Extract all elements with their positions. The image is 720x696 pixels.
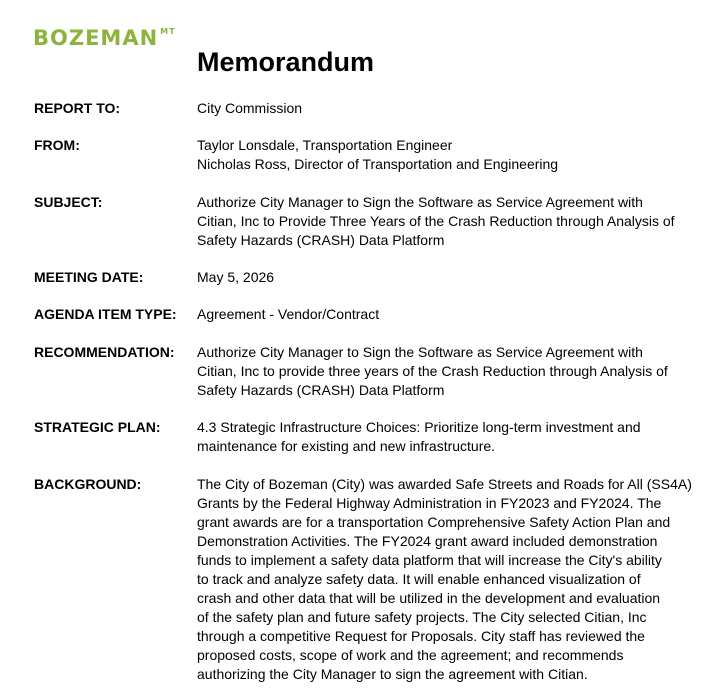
- field-value: [197, 268, 702, 287]
- field-label: REPORT TO:: [34, 100, 121, 116]
- value-line: Authorize City Manager to Sign the Software as Service Agreement with: [197, 194, 643, 210]
- field-label: SUBJECT:: [34, 194, 103, 210]
- value-line: Safety Hazards (CRASH) Data Platform: [197, 382, 445, 398]
- value-line: funds to implement a safety data platform that will increase the City's ability: [197, 552, 662, 568]
- value-line: to track and analyze safety data. It will enable enhanced visualization of: [197, 571, 641, 587]
- value-line: Taylor Lonsdale, Transportation Engineer: [197, 137, 453, 153]
- logo-wordmark: BOZEMAN: [33, 26, 159, 50]
- value-line: Grants by the Federal Highway Administration in FY2023 and FY2024. The: [197, 495, 662, 511]
- value-line: authorizing the City Manager to sign the agreement with Citian.: [197, 666, 588, 682]
- field-value: [197, 418, 702, 456]
- value-line: 4.3 Strategic Infrastructure Choices: Prioritize long-term investment and: [197, 419, 641, 435]
- bozeman-logo: [33, 26, 176, 50]
- value-line: Safety Hazards (CRASH) Data Platform: [197, 232, 445, 248]
- value-line: maintenance for existing and new infrastructure.: [197, 438, 496, 454]
- field-value: [197, 475, 702, 684]
- logo-state-superscript: MT: [160, 27, 176, 36]
- value-line: City Commission: [197, 100, 303, 116]
- page-title: Memorandum: [197, 47, 375, 77]
- field-value: [197, 343, 702, 400]
- field-value: [197, 305, 702, 324]
- value-line: of the safety plan and future safety projects. The City selected Citian, Inc: [197, 609, 647, 625]
- value-line: The City of Bozeman (City) was awarded Safe Streets and Roads for All (SS4A): [197, 476, 692, 492]
- field-label: BACKGROUND:: [34, 476, 142, 492]
- value-line: crash and other data that will be utilized in the development and evaluation: [197, 590, 661, 606]
- value-line: Citian, Inc to provide three years of the Crash Reduction through Analysis of: [197, 363, 668, 379]
- value-line: through a competitive Request for Proposals. City staff has reviewed the: [197, 628, 645, 644]
- value-line: Demonstration Activities. The FY2024 grant award included demonstration: [197, 533, 658, 549]
- field-label: RECOMMENDATION:: [34, 344, 175, 360]
- value-line: Authorize City Manager to Sign the Software as Service Agreement with: [197, 344, 643, 360]
- field-value: [197, 193, 702, 250]
- field-value: [197, 136, 702, 174]
- value-line: May 5, 2026: [197, 269, 275, 285]
- value-line: Nicholas Ross, Director of Transportation and Engineering: [197, 156, 559, 172]
- value-line: proposed costs, scope of work and the agreement; and recommends: [197, 647, 624, 663]
- field-label: STRATEGIC PLAN:: [34, 419, 161, 435]
- value-line: Citian, Inc to Provide Three Years of the Crash Reduction through Analysis of: [197, 213, 675, 229]
- field-label: MEETING DATE:: [34, 269, 144, 285]
- field-label: FROM:: [34, 137, 80, 153]
- field-label: AGENDA ITEM TYPE:: [34, 306, 177, 322]
- value-line: grant awards are for a transportation Comprehensive Safety Action Plan and: [197, 514, 671, 530]
- field-value: [197, 99, 702, 118]
- value-line: Agreement - Vendor/Contract: [197, 306, 380, 322]
